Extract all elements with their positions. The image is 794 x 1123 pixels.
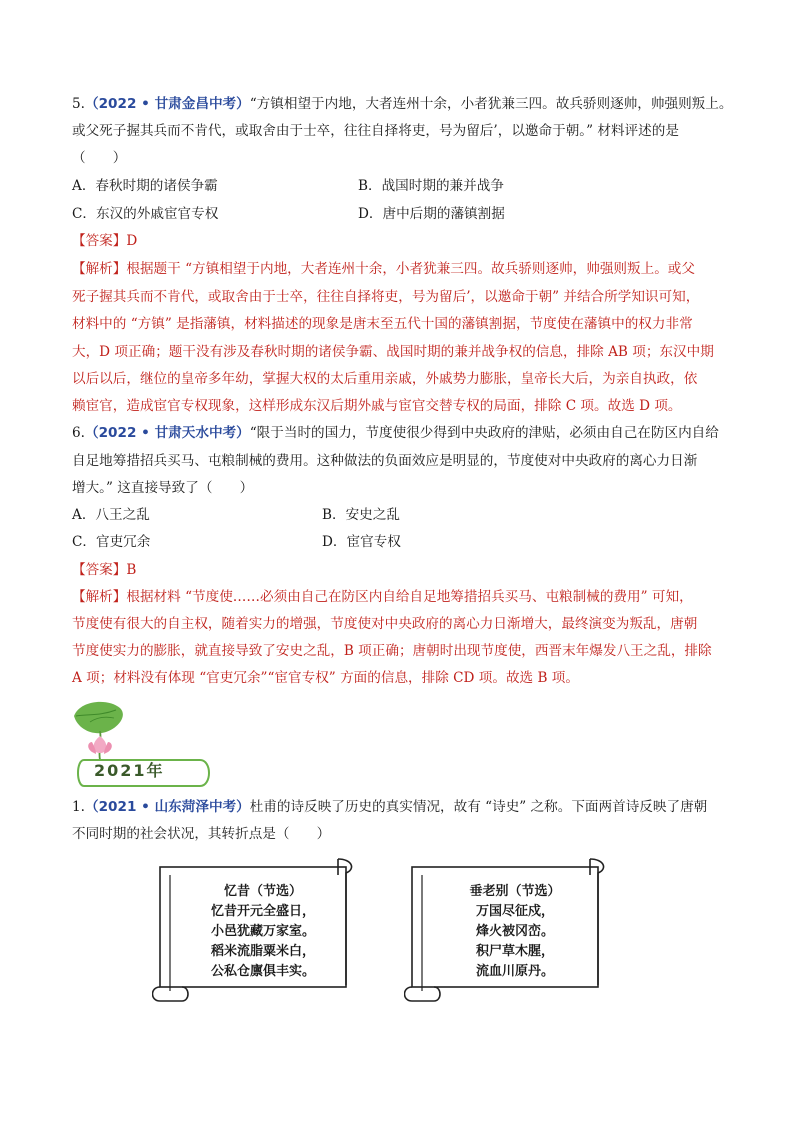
q5-analysis-text1: 根据题干 “方镇相望于内地，大者连州十余，小者犹兼三四。故兵骄则逐帅，帅强则叛上。或父: [126, 261, 695, 277]
poem-left: [184, 882, 342, 982]
q5-line1: [72, 94, 732, 114]
q5-analysis-label: 【解析】: [72, 261, 127, 277]
q6-analysis-line3: 节度使实力的膨胀，就直接导致了安史之乱，B 项正确；唐朝时出现节度使，西晋末年爆发八王之乱，排除: [72, 643, 712, 659]
poem-left-line: 公私仓廪俱丰实。: [210, 964, 315, 979]
poem-right-line: 烽火被冈峦。: [475, 924, 554, 939]
q5-option-c: C．东汉的外戚宦官专权: [72, 206, 219, 222]
q5-analysis-line1: [72, 259, 695, 279]
q5-stem: “方镇相望于内地，大者连州十余，小者犹兼三四。故兵骄则逐帅，帅强则叛上。: [249, 96, 733, 112]
q5-analysis-line6: 赖宦官，造成宦官专权现象，这样形成东汉后期外戚与宦官交替专权的局面，排除 C 项。故选 D 项。: [72, 398, 682, 414]
lotus-flower-icon: [88, 736, 112, 754]
q6-answer: [72, 560, 136, 580]
poem-left-title: 忆昔（节选）: [223, 884, 302, 899]
q5-analysis-line2: 死子握其兵而不肯代，或取舍由于士卒，往往自择将吏，号为留后’，以邀命于朝” 并结合所学知识可知，: [72, 289, 700, 305]
q6-answer-value: B: [126, 562, 137, 578]
poem-right-line: 积尸草木腥，: [475, 944, 554, 959]
q6-stem: “限于当时的国力，节度使很少得到中央政府的津贴，必须由自己在防区内自给: [249, 425, 719, 441]
q6-analysis-line4: A 项；材料没有体现 “官吏冗余”“宦官专权” 方面的信息，排除 CD 项。故选 B 项。: [72, 670, 579, 686]
q6-option-d: D．宦官专权: [322, 534, 401, 550]
q1-stem: 杜甫的诗反映了历史的真实情况，故有 “诗史” 之称。下面两首诗反映了唐朝: [249, 799, 708, 815]
section-year-label: 2021年: [94, 761, 165, 780]
q5-answer: [72, 231, 137, 251]
q5-analysis-line5: 以后以后，继位的皇帝多年幼，掌握大权的太后重用亲戚，外戚势力膨胀，皇帝长大后，为亲自执政，依: [72, 371, 698, 387]
q5-analysis-line4: 大，D 项正确；题干没有涉及春秋时期的诸侯争霸、战国时期的兼并战争权的信息，排除 AB 项；东汉中期: [72, 344, 714, 360]
q5-option-b: B．战国时期的兼并战争: [358, 178, 504, 194]
q6-analysis-label: 【解析】: [72, 589, 127, 605]
q6-answer-label: 【答案】: [72, 562, 127, 578]
q5-line3: （ ）: [72, 150, 127, 166]
q5-number: 5.: [72, 96, 85, 112]
poem-right-line: 万国尽征戍，: [475, 904, 554, 919]
poem-left-line: 小邑犹藏万家室。: [210, 924, 315, 939]
poem-left-line: 忆昔开元全盛日，: [210, 904, 315, 919]
poem-left-line: 稻米流脂粟米白，: [210, 944, 315, 959]
q6-option-b: B．安史之乱: [322, 507, 400, 523]
q5-analysis-line3: 材料中的 “方镇” 是指藩镇，材料描述的现象是唐末至五代十国的藩镇割据，节度使在藩镇中的权力非常: [72, 316, 693, 332]
poem-right-line: 流血川原丹。: [475, 964, 554, 979]
q5-answer-label: 【答案】: [72, 233, 127, 249]
q5-option-a: A．春秋时期的诸侯争霸: [72, 178, 218, 194]
q6-source: （2022 • 甘肃天水中考）: [84, 425, 250, 441]
q1-number: 1.: [72, 799, 85, 815]
q6-line3: 增大。” 这直接导致了（ ）: [72, 480, 254, 496]
poem-right-title: 垂老别（节选）: [469, 884, 561, 899]
q6-number: 6.: [72, 425, 85, 441]
q6-line1: [72, 423, 719, 443]
q6-analysis-line2: 节度使有很大的自主权，随着实力的增强，节度使对中央政府的离心力日渐增大，最终演变为叛乱，唐朝: [72, 616, 698, 632]
q6-option-a: A．八王之乱: [72, 507, 150, 523]
q1-line1: [72, 797, 707, 817]
q6-analysis-line1: [72, 587, 693, 607]
q6-analysis-text1: 根据材料 “节度使……必须由自己在防区内自给自足地筹措招兵买马、屯粮制械的费用” 可知，: [126, 589, 693, 605]
poem-right: [436, 882, 594, 982]
q5-option-d: D．唐中后期的藩镇割据: [358, 206, 505, 222]
q5-line2: 或父死子握其兵而不肯代，或取舍由于士卒，往往自择将吏，号为留后’，以邀命于朝。” 材料评述的是: [72, 123, 679, 139]
q5-answer-value: D: [126, 233, 138, 249]
q6-line2: 自足地筹措招兵买马、屯粮制械的费用。这种做法的负面效应是明显的，节度使对中央政府的离心力日渐: [72, 453, 698, 469]
q6-option-c: C．官吏冗余: [72, 534, 151, 550]
q1-line2: 不同时期的社会状况，其转折点是（ ）: [72, 826, 331, 842]
q5-source: （2022 • 甘肃金昌中考）: [84, 96, 250, 112]
q1-source: （2021 • 山东菏泽中考）: [84, 799, 250, 815]
